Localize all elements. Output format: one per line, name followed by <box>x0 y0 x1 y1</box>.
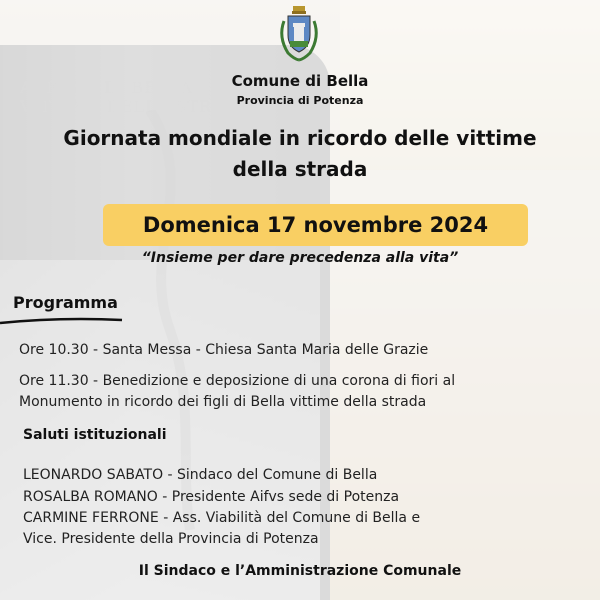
programma-item-2-line-1: Ore 11.30 - Benedizione e deposizione di una corona di fiori al <box>19 373 456 389</box>
saluti-line-2: ROSALBA ROMANO - Presidente Aifvs sede di Potenza <box>23 489 400 505</box>
date-highlight <box>103 204 528 246</box>
event-title-line-2: della strada <box>232 157 368 181</box>
event-date: Domenica 17 novembre 2024 <box>142 213 489 237</box>
saluti-line-4: Vice. Presidente della Provincia di Potenza <box>23 531 319 547</box>
saluti-line-1: LEONARDO SABATO - Sindaco del Comune di Bella <box>23 467 378 483</box>
programma-underline <box>0 314 125 326</box>
event-title-line-1: Giornata mondiale in ricordo delle vittime <box>63 126 537 150</box>
municipal-coat-of-arms-icon <box>276 5 322 63</box>
event-motto: “Insieme per dare precedenza alla vita” <box>141 250 459 266</box>
programma-heading: Programma <box>13 293 118 312</box>
saluti-line-3: CARMINE FERRONE - Ass. Viabilità del Comune di Bella e <box>23 510 421 526</box>
saluti-heading: Saluti istituzionali <box>23 427 167 443</box>
programma-item-2-line-2: Monumento in ricordo dei figli di Bella vittime della strada <box>19 394 427 410</box>
provincia-name: Provincia di Potenza <box>236 94 364 107</box>
programma-item-1: Ore 10.30 - Santa Messa - Chiesa Santa Maria delle Grazie <box>19 342 429 358</box>
signature: Il Sindaco e l’Amministrazione Comunale <box>138 563 462 579</box>
comune-name: Comune di Bella <box>231 72 369 90</box>
